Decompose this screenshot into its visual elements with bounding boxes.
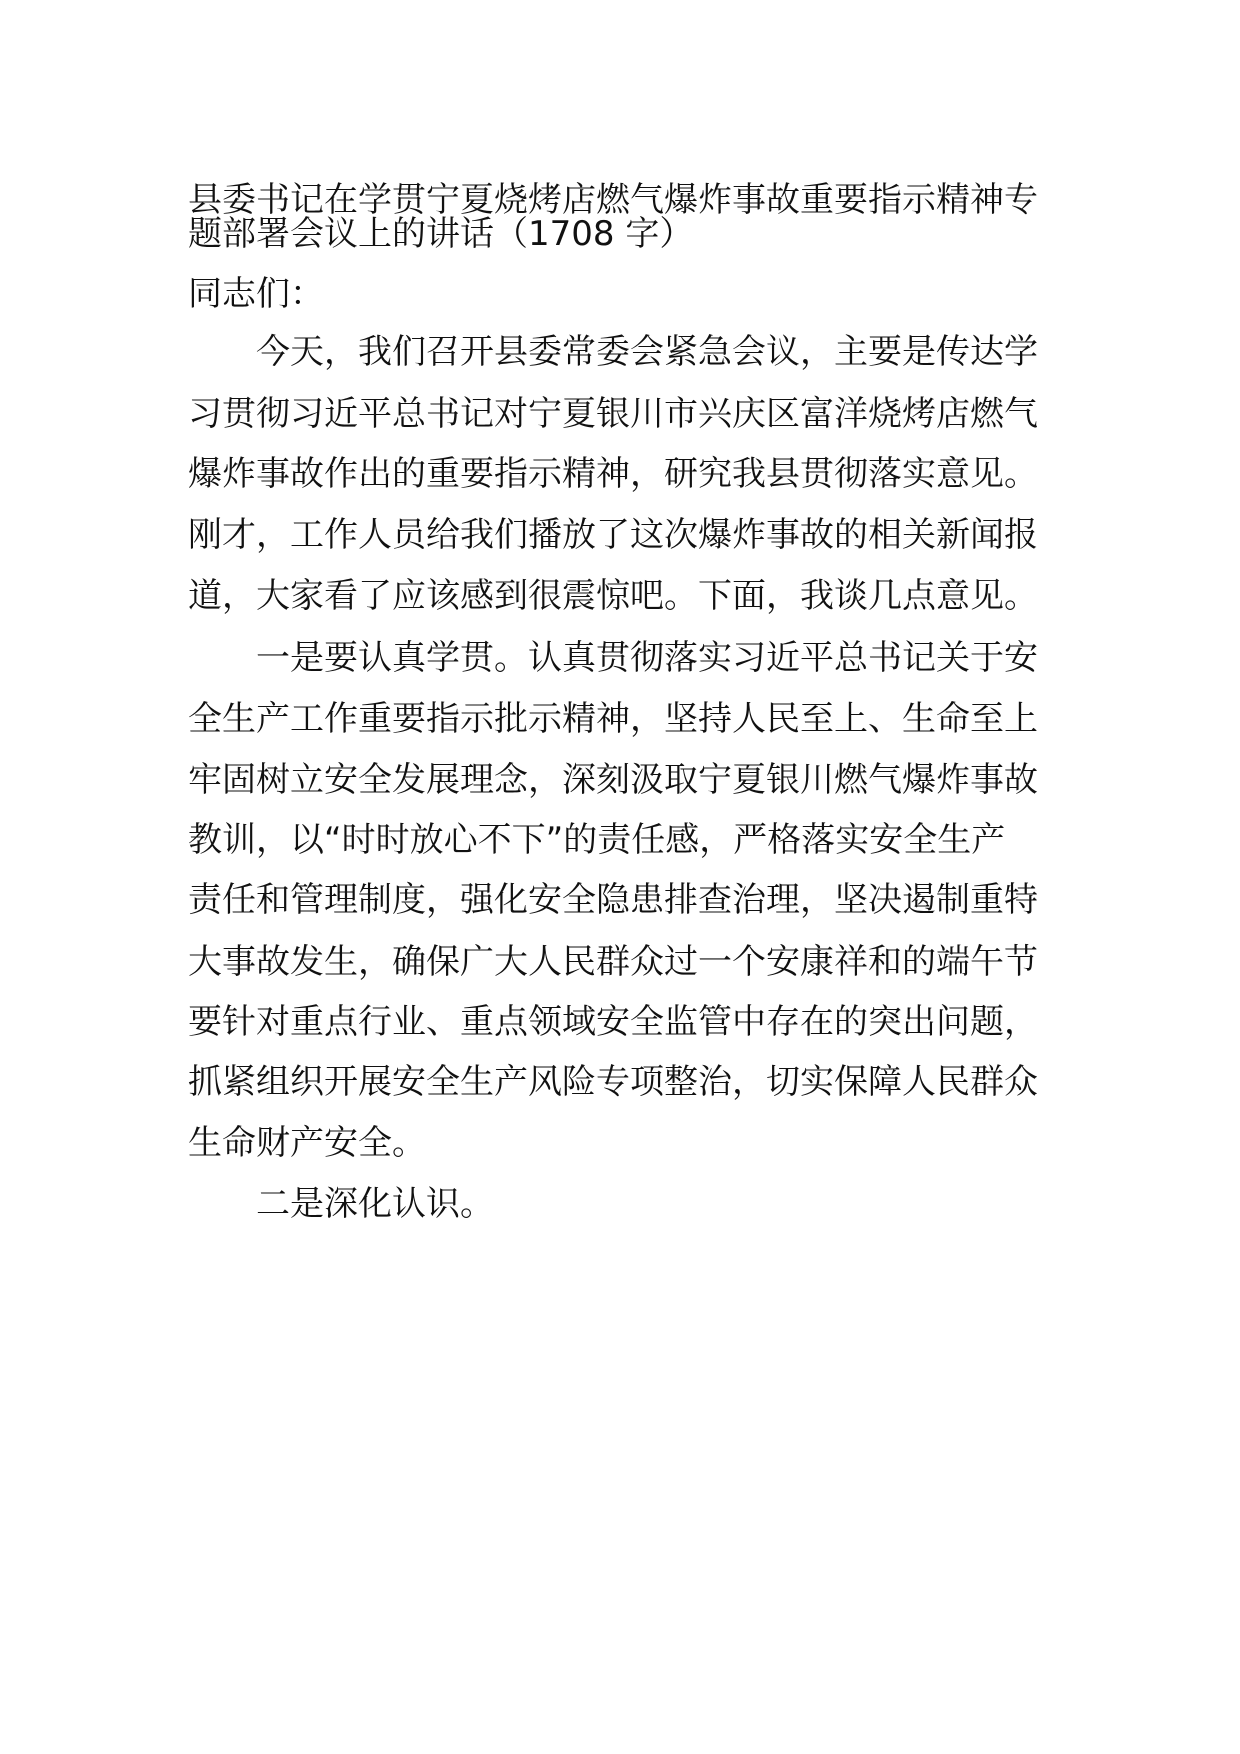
paragraph-2-line-9: 生命财产安全。 [188,1123,426,1163]
paragraph-1-line-1: 今天，我们召开县委常委会紧急会议，主要是传达学 [256,332,1038,372]
paragraph-2-line-7: 要针对重点行业、重点领域安全监管中存在的突出问题， [188,1002,1038,1042]
paragraph-1-line-5: 道，大家看了应该感到很震惊吧。下面，我谈几点意见。 [188,576,1038,616]
salutation: 同志们： [188,274,324,314]
document-title-line-1: 县委书记在学贯宁夏烧烤店燃气爆炸事故重要指示精神专 [188,180,1038,220]
paragraph-2-line-5: 责任和管理制度，强化安全隐患排查治理，坚决遏制重特 [188,880,1038,920]
paragraph-2-line-6: 大事故发生，确保广大人民群众过一个安康祥和的端午节 [188,942,1038,982]
document-title-line-2: 题部署会议上的讲话（1708 字） [188,214,694,254]
paragraph-2-line-8: 抓紧组织开展安全生产风险专项整治，切实保障人民群众 [188,1062,1038,1102]
paragraph-2-line-2: 全生产工作重要指示批示精神，坚持人民至上、生命至上 [188,699,1038,739]
paragraph-2-line-4: 教训，以“时时放心不下”的责任感，严格落实安全生产 [188,820,1006,860]
paragraph-3-line-1: 二是深化认识。 [256,1184,494,1224]
paragraph-1-line-4: 刚才，工作人员给我们播放了这次爆炸事故的相关新闻报 [188,515,1038,555]
paragraph-1-line-3: 爆炸事故作出的重要指示精神，研究我县贯彻落实意见。 [188,454,1038,494]
paragraph-1-line-2: 习贯彻习近平总书记对宁夏银川市兴庆区富洋烧烤店燃气 [188,394,1038,434]
paragraph-2-line-1: 一是要认真学贯。认真贯彻落实习近平总书记关于安 [256,638,1038,678]
paragraph-2-line-3: 牢固树立安全发展理念，深刻汲取宁夏银川燃气爆炸事故 [188,760,1038,800]
